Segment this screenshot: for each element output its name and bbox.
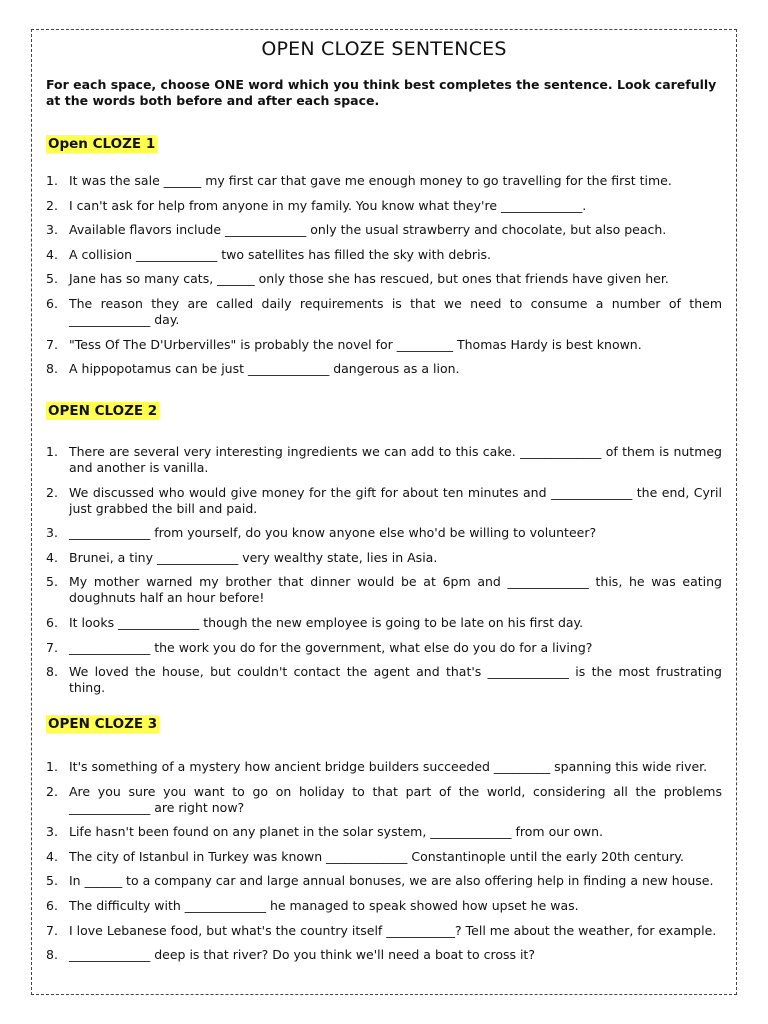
question-number: 8. [46, 947, 58, 963]
question-text: _____________ from yourself, do you know anyone else who'd be willing to volunteer? [69, 525, 597, 541]
question-number: 8. [46, 664, 58, 680]
question-number: 4. [46, 848, 58, 864]
question-text: The difficulty with _____________ he managed to speak showed how upset he was. [69, 897, 579, 913]
question-text: _____________ deep is that river? Do you think we'll need a boat to cross it? [69, 947, 535, 963]
question-number: 3. [46, 525, 58, 541]
question-item [46, 173, 722, 189]
instructions: For each space, choose ONE word which you think best completes the sentence. Look carefully at the words both before and after each space. [46, 77, 717, 108]
question-item [46, 784, 722, 816]
question-text: It's something of a mystery how ancient bridge builders succeeded _________ spanning this wide river. [69, 759, 708, 774]
question-text: Are you sure you want to go on holiday to that part of the world, considering all the problems _____________ are right now? [69, 783, 722, 815]
question-text: The city of Istanbul in Turkey was known _____________ Constantinople until the early 20th century. [69, 848, 684, 864]
question-item [46, 444, 722, 476]
question-item [46, 898, 722, 914]
question-number: 4. [46, 549, 58, 565]
question-number: 5. [46, 271, 58, 287]
question-item [46, 759, 722, 775]
question-item [46, 271, 722, 287]
question-text: It was the sale ______ my first car that gave me enough money to go travelling for the first time. [69, 173, 672, 188]
question-text: Brunei, a tiny _____________ very wealthy state, lies in Asia. [69, 549, 438, 565]
question-text: I can't ask for help from anyone in my family. You know what they're _____________. [69, 197, 587, 213]
question-item [46, 923, 722, 939]
page-title: OPEN CLOZE SENTENCES [261, 38, 507, 60]
section-title-1: Open CLOZE 1 [48, 136, 156, 152]
question-item [46, 873, 722, 889]
question-number: 7. [46, 639, 58, 655]
question-number: 2. [46, 197, 58, 213]
question-item [46, 296, 722, 328]
question-item [46, 525, 722, 541]
question-text: The reason they are called daily requirements is that we need to consume a number of them _____________ day. [69, 295, 722, 327]
question-item [46, 337, 722, 353]
question-number: 2. [46, 484, 58, 500]
question-number: 5. [46, 574, 58, 590]
question-item [46, 361, 722, 377]
question-number: 1. [46, 444, 58, 459]
question-item [46, 640, 722, 656]
question-item [46, 574, 722, 606]
question-number: 1. [46, 173, 58, 188]
question-item [46, 198, 722, 214]
question-item [46, 485, 722, 517]
question-number: 7. [46, 922, 58, 938]
question-item [46, 849, 722, 865]
question-text: I love Lebanese food, but what's the country itself ___________? Tell me about the weather, for example. [69, 922, 717, 938]
question-text: In ______ to a company car and large annual bonuses, we are also offering help in finding a new house. [69, 873, 714, 889]
question-text: Jane has so many cats, ______ only those she has rescued, but ones that friends have given her. [69, 271, 669, 287]
question-text: We loved the house, but couldn't contact the agent and that's _____________ is the most frustrating thing. [69, 664, 722, 696]
question-item [46, 947, 722, 963]
question-number: 7. [46, 336, 58, 352]
question-text: _____________ the work you do for the government, what else do you do for a living? [69, 639, 593, 655]
section-title-2: OPEN CLOZE 2 [48, 403, 158, 419]
question-text: We discussed who would give money for the gift for about ten minutes and _____________ the end, Cyril just grabbed the bill and paid. [69, 484, 722, 516]
question-item [46, 615, 722, 631]
question-list-2 [46, 444, 722, 696]
question-item [46, 222, 722, 238]
question-item [46, 664, 722, 696]
question-number: 4. [46, 246, 58, 262]
question-list-3 [46, 759, 722, 963]
question-text: My mother warned my brother that dinner would be at 6pm and _____________ this, he was eating doughnuts half an hour before! [69, 574, 722, 606]
question-text: A hippopotamus can be just _____________ dangerous as a lion. [69, 361, 460, 377]
question-number: 6. [46, 897, 58, 913]
question-number: 8. [46, 361, 58, 377]
question-number: 2. [46, 783, 58, 799]
question-text: Life hasn't been found on any planet in the solar system, _____________ from our own. [69, 824, 604, 840]
question-number: 1. [46, 759, 58, 774]
question-text: It looks _____________ though the new employee is going to be late on his first day. [69, 614, 584, 630]
question-number: 3. [46, 222, 58, 238]
question-number: 3. [46, 824, 58, 840]
question-item [46, 247, 722, 263]
question-text: A collision _____________ two satellites has filled the sky with debris. [69, 246, 492, 262]
question-text: "Tess Of The D'Urbervilles" is probably the novel for _________ Thomas Hardy is best known. [69, 336, 642, 352]
question-text: Available flavors include _____________ only the usual strawberry and chocolate, but also peach. [69, 222, 667, 238]
question-number: 5. [46, 873, 58, 889]
question-item [46, 824, 722, 840]
question-list-1 [46, 173, 722, 377]
question-number: 6. [46, 295, 58, 311]
question-number: 6. [46, 614, 58, 630]
question-item [46, 550, 722, 566]
section-title-3: OPEN CLOZE 3 [48, 716, 158, 732]
question-text: There are several very interesting ingredients we can add to this cake. _____________ of them is nutmeg and another is vanilla. [69, 444, 722, 475]
